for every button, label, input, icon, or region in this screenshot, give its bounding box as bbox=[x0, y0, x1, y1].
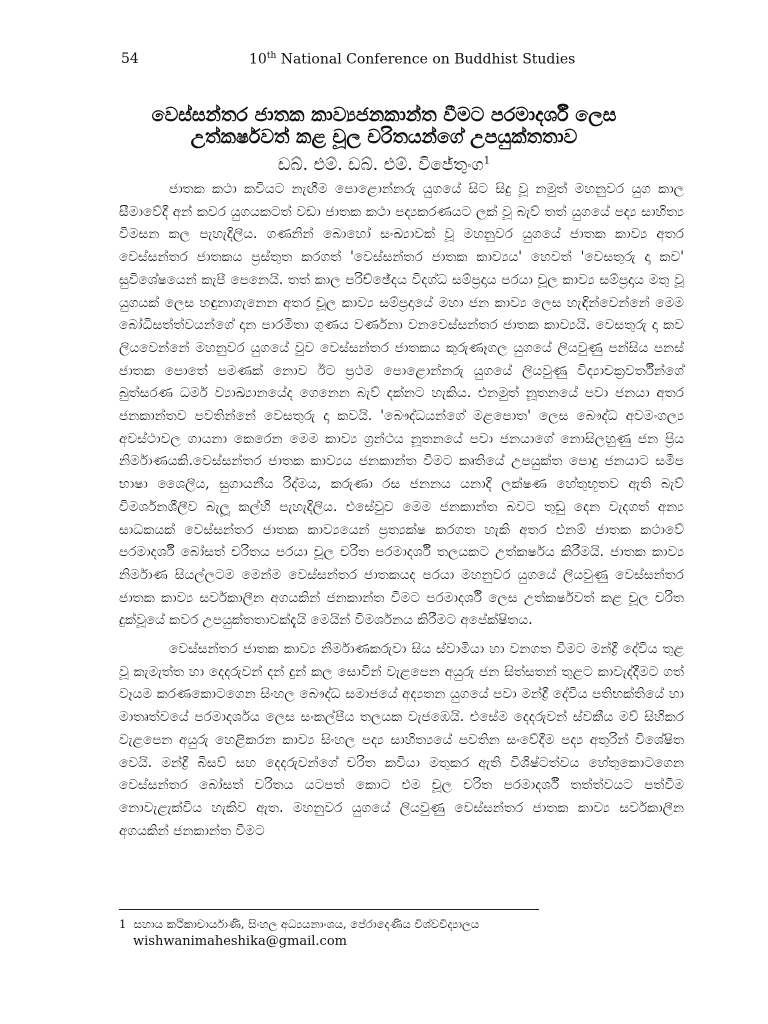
body-text bbox=[119, 178, 684, 848]
conference-title: National Conference on Buddhist Studies bbox=[276, 51, 576, 68]
conference-name bbox=[249, 51, 575, 68]
footnote-text: සහාය කථිකාචාර්යාණි, සිංහල අධ්‍යයනාංශය, පේරාදෙණිය විශ්වවිද්‍යාලය bbox=[133, 917, 480, 931]
paragraph: ජාතක කථා කවියට නැඟීම පොළොන්නරු යුගයේ සිට සිදු වූ නමුත් මහනුවර යුග කාල සීමාවේදී අන් කවර යුගයකටත් වඩා ජාතක කථා පද්‍යකරණයට ලක් වූ බැව් තත් යුගයේ පද්‍ය සාහිත්‍ය විමසන කල පැහැදිලිය. ගණනින් බොහෝ සංඛ්‍යාවක් වූ මහනුවර යුගයේ ජාතක කාව්‍ය අතර වෙස්සන්තර ජාතකය ප්‍රස්තුත කරගත් 'වෙස්සන්තර ජාතක කාව්‍යය' හෙවත් 'වෙසතුරු දා කව' සුවිශේෂයෙන් කැපී පෙනෙයි. තත් කාල පරිච්ඡේදය විදග්ධ සම්ප්‍රදාය පරයා චූල කාව්‍ය සම්ප්‍රදාය මතු වූ යුගයක් ලෙස හඳුනාගැනෙන අතර චූල කාව්‍ය සම්ප්‍රදායේ මහා ජන කාව්‍ය ලෙස හැඳින්වෙන්නේ මෙම බෝධිසත්ත්වයන්ගේ දාන පාරමිතා ගුණය වර්ණනා වනවෙස්සන්තර ජාතක කාව්‍යයි. වෙසතුරු දා කව ලියවෙන්නේ මහනුවර යුගයේ වුව වෙස්සන්තර ජාතකය කුරුණෑගල යුගයේ ලියවුණු පන්සිය පනස් ජාතක පොතේ පමණක් නොව ඊට ප්‍රථම පොළොන්නරු යුගයේ ලියවුණු විද්‍යාචක්‍රවර්තීන්ගේ බුත්සරණ ධර්ම ව්‍යාඛ්‍යානයේද ගෙනෙන බැව් දක්නට හැකිය. එනමුත් නූතනයේ පවා ජනයා අතර ජනකාන්තව පවතින්නේ වෙසතුරු දා කවයි. 'බෞද්ධයන්ගේ මළපොත' ලෙස බෞද්ධ අවමංගල්‍ය අවස්ථාවල ගායනා කෙරෙන මෙම කාව්‍ය ග්‍රන්ථය නූතනයේ පවා ජනයාගේ නොසිලහුණු ජන ප්‍රිය නිර්මාණයකි.වෙස්සන්තර ජාතක කාව්‍යය ජනකාන්ත වීමට කෘතියේ උපයුක්ත පොදු ජනයාට සමීප භාෂා ශෛලිය, සුගායනීය රිද්මය, කරුණා රස ජනනය යනාදි ලක්ෂණ හේතුභූතව ඇති බැව් විමර්ශනශීලීව බැලූ කල්හි පැහැදිලිය. එසේවුව මෙම ජනකාන්ත බවට තුඩු දෙන වැදගත් අන්‍ය සාධකයක් වෙස්සන්තර ජාතක කාව්‍යයෙන් ප්‍රත්‍යක්ෂ කරගත හැකි අතර එනම් ජාතක කථාවේ පරමාදර්ශී බෝසත් චරිතය පරයා චූල චරිත පරමාදර්ශී තලයකට උත්කර්ෂය කිරීමයි. ජාතක කාව්‍ය නිර්මාණ සියල්ලටම මෙන්ම වෙස්සන්තර ජාතකයද පරයා මහනුවර යුගයේ ලියවුණු වෙස්සන්තර ජාතක කාව්‍ය සර්වකාලීන අගයකින් ජනකාන්ත වීමට පරමාදර්ශී ලෙස උත්කර්ෂවත් කළ චූල චරිත දුක්වූයේ කවර උපයුක්තතාවක්දැයි මෙයින් විමර්ශනය කිරීමට අපේක්ෂිතය. bbox=[119, 181, 684, 629]
title-line-1: වෙස්සන්තර ජාතක කාව්‍යජනකාන්ත වීමට පරමාදර්ශී ලෙස bbox=[151, 104, 617, 126]
paper-title bbox=[100, 104, 668, 148]
title-line-2: උත්කර්ෂවත් කළ චූල චරිතයන්ගේ උපයුක්තතාව bbox=[190, 126, 578, 148]
ordinal-number: 10 bbox=[249, 51, 267, 68]
author-email: wishwanimaheshika@gmail.com bbox=[133, 934, 347, 949]
footnote bbox=[119, 916, 684, 950]
running-header bbox=[0, 51, 768, 71]
ordinal-suffix: th bbox=[266, 51, 277, 61]
page-number: 54 bbox=[121, 51, 139, 67]
author-line bbox=[200, 155, 568, 175]
footnote-number: 1 bbox=[119, 917, 127, 931]
footnote-marker: 1 bbox=[483, 155, 491, 167]
paragraph: වෙස්සන්තර ජාතක කාව්‍ය නිර්මාණකරුවා සිය ස්වාමියා හා වනගත වීමට මන්ද්‍රී දේවිය තුළ වූ කැමැත්ත හා දෙදරුවන් දන් දුන් කල සොවින් වැළපෙන අයුරු ජන සිත්සතන් තුළට කාවැද්දීමට ගත් වෑයම කරණකොටගෙන සිංහල බෞද්ධ සමාජයේ අද්‍යතන යුගයේ පවා මන්ද්‍රී දේවිය පතිභක්තියේ හා මාතෘත්වයේ පරමාදර්ශය ලෙස සංකල්පීය තලයක වැජඹෙයි. එසේම දෙදරුවන් ස්වකීය මව් සිහිකර වැළපෙන අයුරු හෙළිකරන කාව්‍ය සිංහල පද්‍ය සාහිත්‍යයේ පවතින සංවේදීම පද්‍ය අතුරින් විශේෂිත වෙයි. මන්ද්‍රී බිසව් සහ දෙදරුවන්ගේ චරිත කවියා මතුකර ඇති විශිෂ්ටත්වය හේතුකොටගෙන වෙස්සන්තර බෝසත් චරිතය යටපත් කොට එම චූල චරිත පරමාදර්ශී තත්ත්වයට පත්වීම නොවැළැක්විය හැකිව ඇත. මහනුවර යුගයේ ලියවුණු වෙස්සන්තර ජාතක කාව්‍ය සර්වකාලීන අගයකින් ජනකාන්ත වීමට bbox=[119, 641, 684, 839]
footnote-divider bbox=[119, 909, 539, 910]
author-name: ඩබ්. එම්. ඩබ්. එම්. විජේතුංග bbox=[277, 155, 484, 175]
